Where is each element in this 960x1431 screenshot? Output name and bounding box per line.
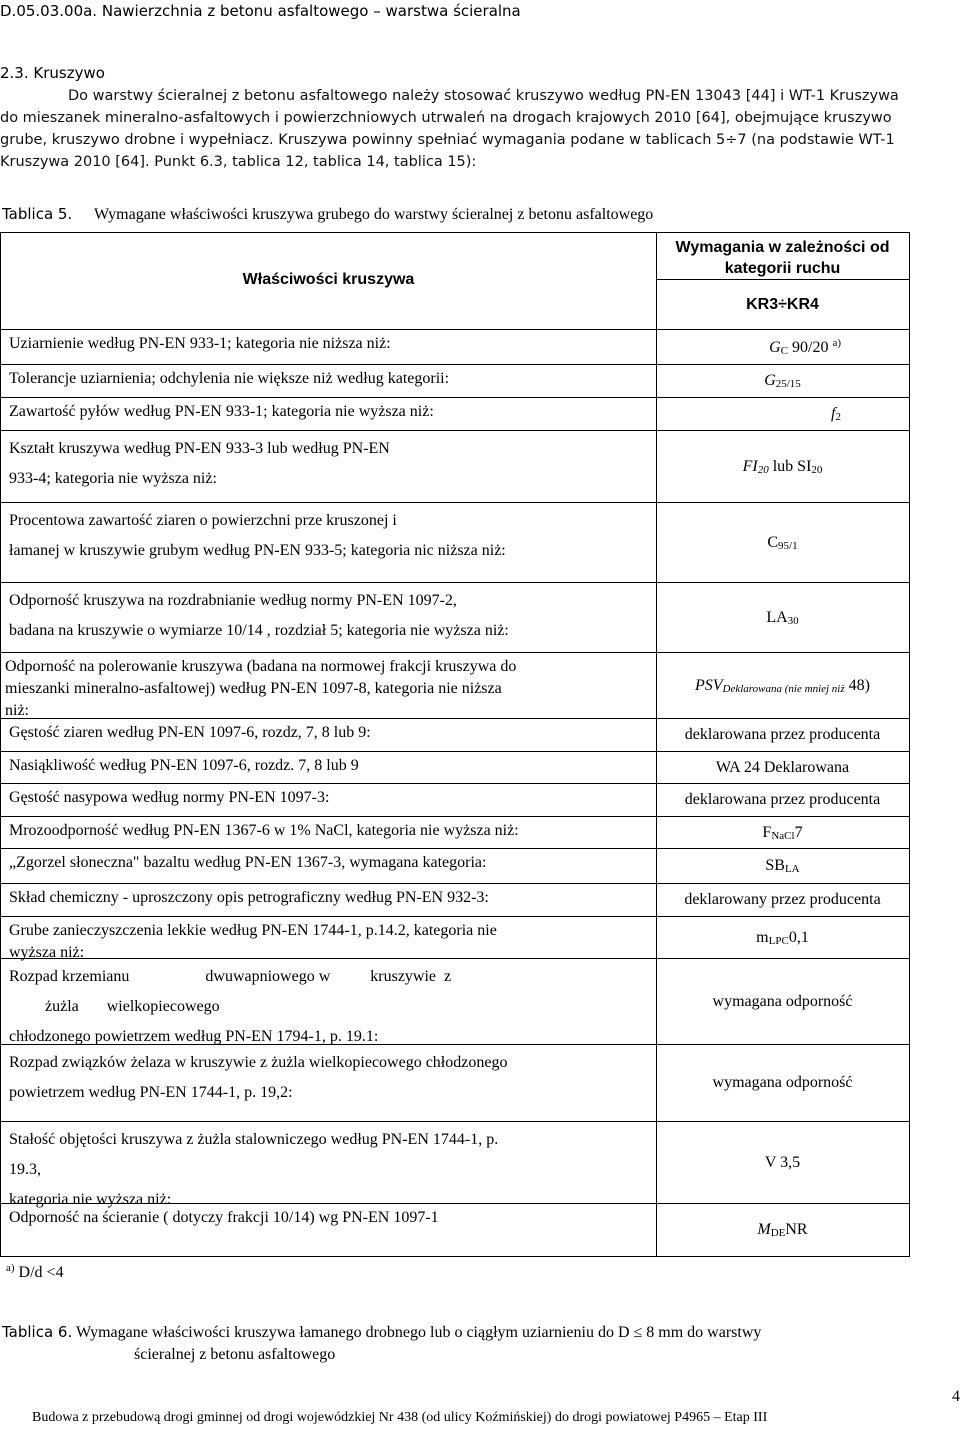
document-footer: Budowa z przebudową drogi gminnej od drogi wojewódzkiej Nr 438 (od ulicy Koźmińskiej) do drogi powiatowej P4965 – Etap III [32,1410,768,1425]
property-text-line: żużla wielkopiecowego [9,998,220,1015]
table-row [0,1122,910,1208]
property-text-line: badana na kruszywie o wymiarze 10/14 , rozdział 5; kategoria nie wyższa niż: [9,622,509,639]
requirement-symbol: C [767,533,779,551]
property-text-line: mieszanki mineralno-asfaltowej) według PN-EN 1097-8, kategoria nie niższa [5,680,502,697]
requirement-subscript: LA [784,863,800,875]
requirement-subscript: 95/1 [778,539,798,552]
requirement-text: wymagana odporność [712,992,853,1010]
section-para-line1: Do warstwy ścieralnej z betonu asfaltowego należy stosować kruszywo według PN-EN 13043 [44] i WT-1 Kruszywa [68,88,899,104]
requirement-symbol: PSV [695,676,723,694]
property-cell [9,920,651,964]
table5-head-requirements [656,237,909,279]
requirement-subscript: NaCl [771,829,795,842]
section-para-line2: do mieszanek mineralno-asfaltowych i powierzchniowych utrwaleń na drogach krajowych 2010 [64], obejmujące kruszywo [0,110,892,126]
requirement-cell [656,1122,909,1203]
requirement-cell [656,917,909,958]
requirement-text: NR [785,1221,808,1238]
requirement-subscript: 20 [757,463,769,476]
table5-footnote [6,1262,64,1282]
property-cell [9,333,651,355]
requirement-cell [656,653,909,718]
requirement-subscript: 20 [811,463,823,476]
requirement-text: deklarowana przez producenta [684,726,881,743]
requirement-cell [656,503,909,582]
property-cell [9,852,651,874]
table-row [0,1045,910,1122]
property-text-line: Odporność kruszywa na rozdrabnianie według normy PN-EN 1097-2, [9,592,457,609]
table-row [0,1204,910,1257]
requirement-cell [656,330,909,364]
property-text-line: Skład chemiczny - uproszczony opis petrograficzny według PN-EN 932-3: [9,889,489,906]
property-text-line: niż: [5,702,29,719]
table5-head-property: Właściwości kruszywa [242,271,415,288]
property-cell [9,401,651,423]
table-row [0,917,910,959]
property-cell [9,434,651,494]
requirement-symbol: G [764,372,776,389]
table-row [0,719,910,752]
property-text-line: wyższa niż: [9,944,85,961]
document-header: D.05.03.00a. Nawierzchnia z betonu asfaltowego – warstwa ścieralna [0,2,521,20]
requirement-cell [656,1045,909,1121]
footnote-text: D/d <4 [14,1264,64,1281]
table-row [0,817,910,849]
requirement-cell [656,752,909,783]
section-title: 2.3. Kruszywo [0,64,105,82]
requirement-text: wymagana odporność [712,1074,853,1091]
property-text-line: łamanej w kruszywie grubym według PN-EN 933-5; kategoria nic niższa niż: [9,542,506,559]
table5-caption-number: Tablica 5. [2,205,73,223]
property-text-line: Procentowa zawartość ziaren o powierzchni prze kruszonej i [9,512,397,529]
table-row [0,653,910,719]
property-text-line: 19.3, [9,1161,41,1178]
property-text-line: Tolerancje uziarnienia; odchylenia nie większe niż według kategorii: [9,370,450,387]
table-row [0,329,910,365]
requirement-text: 7 [794,823,803,841]
section-body [0,85,958,173]
property-text-line: Kształt kruszywa według PN-EN 933-3 lub według PN-EN [9,440,390,457]
table6-caption-line2: ścieralnej z betonu asfaltowego [134,1346,336,1363]
requirement-cell [656,817,909,848]
requirement-symbol: F [762,823,772,841]
property-cell [9,887,651,909]
table5-header [0,232,910,329]
requirement-symbol: G [769,339,781,356]
property-text-line: Rozpad krzemianu dwuwapniowego w kruszywie z [9,968,452,985]
section-para-line4: Kruszywa 2010 [64]. Punkt 6.3, tablica 12, tablica 14, tablica 15): [0,154,477,170]
requirement-cell [656,849,909,883]
table-row [0,583,910,653]
property-text-line: powietrzem według PN-EN 1744-1, p. 19,2: [9,1084,293,1101]
requirement-text: WA 24 Deklarowana [715,758,850,776]
table-row [0,752,910,784]
property-cell [9,820,651,842]
requirement-cell [656,431,909,502]
property-text-line: Uziarnienie według PN-EN 933-1; kategoria nie niższa niż: [9,335,391,352]
property-cell [9,506,651,566]
requirement-subscript: DE [770,1227,786,1239]
table-row [0,365,910,398]
requirement-cell [656,959,909,1044]
property-cell [9,1125,651,1215]
property-text-line: chłodzonego powietrzem według PN-EN 1794-1, p. 19.1: [9,1028,379,1045]
requirement-symbol: FI [742,457,758,475]
property-text-line: „Zgorzel słoneczna" bazaltu według PN-EN 1367-3, wymagana kategoria: [9,854,487,871]
table6-caption-line1: Wymagane właściwości kruszywa łamanego drobnego lub o ciągłym uziarnieniu do D ≤ 8 mm do warstwy [75,1324,762,1341]
table5-head-req-line1: Wymagania w zależności od [675,239,890,256]
requirement-text: 0,1 [788,928,809,946]
property-cell [9,787,651,809]
page-number: 4 [952,1388,960,1405]
property-cell [9,722,651,744]
requirement-subscript: C [780,345,788,357]
property-text-line: Odporność na ścieranie ( dotyczy frakcji 10/14) wg PN-EN 1097-1 [9,1209,439,1226]
requirement-symbol: LA [766,608,788,626]
requirement-symbol: f [831,405,836,422]
requirement-cell [656,884,909,916]
requirement-text: lub SI [768,457,812,475]
requirement-text: 90/20 [788,339,833,356]
table5-head-req-line2: kategorii ruchu [724,260,841,277]
requirement-subscript: 2 [835,411,841,423]
requirement-text: V 3,5 [764,1153,801,1171]
requirement-cell [656,1204,909,1256]
requirement-subscript: LPC [768,934,789,947]
property-text-line: Zawartość pyłów według PN-EN 933-1; kategoria nie wyższa niż: [9,403,434,420]
table-row [0,784,910,817]
requirement-text: deklarowana przez producenta [684,791,881,808]
requirement-cell [656,398,909,430]
table5-caption [2,205,653,224]
property-text-line: Nasiąkliwość według PN-EN 1097-6, rozdz. 7, 8 lub 9 [9,757,359,774]
requirement-cell [656,719,909,751]
property-cell [9,586,651,646]
requirement-symbol: SB [765,857,785,874]
requirement-subscript: 25/15 [775,378,801,390]
table-row [0,503,910,583]
property-text-line: Rozpad związków żelaza w kruszywie z żużla wielkopiecowego chłodzonego [9,1054,508,1071]
requirement-cell [656,784,909,816]
property-cell [5,656,625,722]
property-cell [9,368,651,390]
property-text-line: kategoria nie wyższa niż: [9,1191,172,1208]
section-para-line3: grube, kruszywo drobne i wypełniacz. Kruszywa powinny spełniać wymagania podane w tablicach 5÷7 (na podstawie WT-1 [0,132,895,148]
requirement-symbol: m [756,928,769,946]
property-cell [9,1207,651,1229]
table-row [0,431,910,503]
table6-caption-number: Tablica 6. [2,1323,73,1341]
table6-caption [2,1321,902,1366]
requirement-cell [656,365,909,397]
table5-caption-text: Wymagane właściwości kruszywa grubego do warstwy ścieralnej z betonu asfaltowego [94,206,654,223]
property-text-line: Mrozoodporność według PN-EN 1367-6 w 1% NaCl, kategoria nie wyższa niż: [9,822,519,839]
property-cell [9,755,651,777]
property-text-line: Gęstość ziaren według PN-EN 1097-6, rozdz, 7, 8 lub 9: [9,724,371,741]
requirement-text: deklarowany przez producenta [684,891,881,908]
requirement-cell [656,583,909,652]
property-cell [9,1048,651,1108]
table-row [0,849,910,884]
property-text-line: Grube zanieczyszczenia lekkie według PN-EN 1744-1, p.14.2, kategoria nie [9,922,497,939]
table-row [0,398,910,431]
property-text-line: 933-4; kategoria nie wyższa niż: [9,470,217,487]
table5-head-traffic-category: KR3÷KR4 [746,296,819,313]
property-text-line: Gęstość nasypowa według normy PN-EN 1097-3: [9,789,330,806]
requirement-text: 48) [844,676,870,694]
table-row [0,884,910,917]
requirement-subscript: Deklarowana (nie mniej niż [722,682,845,695]
requirement-subscript: 30 [787,614,799,627]
property-text-line: Stałość objętości kruszywa z żużla stalowniczego według PN-EN 1744-1, p. [9,1131,499,1148]
requirement-footnote-marker: a) [832,337,841,349]
requirement-symbol: M [757,1221,771,1238]
table-row [0,959,910,1045]
property-text-line: Odporność na polerowanie kruszywa (badana na normowej frakcji kruszywa do [5,658,517,675]
footnote-marker: a) [6,1262,15,1274]
property-cell [9,962,651,1052]
